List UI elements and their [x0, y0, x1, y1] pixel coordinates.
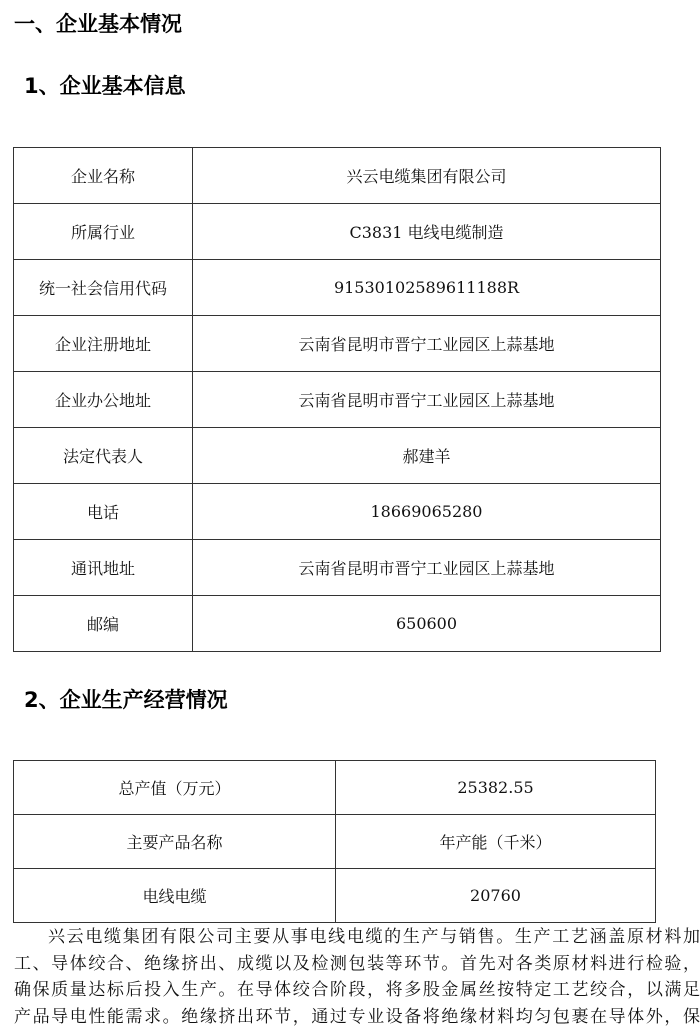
production-table — [13, 760, 656, 923]
row-label: 通讯地址 — [14, 540, 193, 596]
table-row — [14, 372, 661, 428]
row-label: 所属行业 — [14, 204, 193, 260]
subsection-heading-basic-info: 1、企业基本信息 — [24, 70, 186, 100]
table-row — [14, 316, 661, 372]
row-value: 云南省昆明市晋宁工业园区上蒜基地 — [193, 372, 661, 428]
row-label: 企业办公地址 — [14, 372, 193, 428]
table-row — [14, 148, 661, 204]
table-row — [14, 869, 656, 923]
row-label: 企业名称 — [14, 148, 193, 204]
table-row — [14, 428, 661, 484]
paragraph-line: 确保质量达标后投入生产。在导体绞合阶段，将多股金属丝按特定工艺绞合，以满足 — [14, 977, 700, 1004]
subsection-heading-production: 2、企业生产经营情况 — [24, 684, 228, 714]
row-label: 统一社会信用代码 — [14, 260, 193, 316]
row-label: 邮编 — [14, 596, 193, 652]
row-value: 91530102589611188R — [193, 260, 661, 316]
basic-info-table — [13, 147, 661, 652]
table-row — [14, 540, 661, 596]
row-value: 云南省昆明市晋宁工业园区上蒜基地 — [193, 316, 661, 372]
paragraph-line: 工、导体绞合、绝缘挤出、成缆以及检测包装等环节。首先对各类原材料进行检验， — [14, 951, 700, 978]
section-heading: 一、企业基本情况 — [14, 8, 182, 38]
table-row — [14, 484, 661, 540]
row-value: 25382.55 — [336, 761, 656, 815]
row-label: 电线电缆 — [14, 869, 336, 923]
row-label: 法定代表人 — [14, 428, 193, 484]
table-row — [14, 204, 661, 260]
row-value: 郝建羊 — [193, 428, 661, 484]
description-paragraph — [14, 924, 700, 1030]
row-value: 云南省昆明市晋宁工业园区上蒜基地 — [193, 540, 661, 596]
row-value: 年产能（千米） — [336, 815, 656, 869]
table-row — [14, 761, 656, 815]
table-row — [14, 596, 661, 652]
row-value: 20760 — [336, 869, 656, 923]
row-value: 650600 — [193, 596, 661, 652]
paragraph-line: 兴云电缆集团有限公司主要从事电线电缆的生产与销售。生产工艺涵盖原材料加 — [14, 924, 700, 951]
row-value: 18669065280 — [193, 484, 661, 540]
row-label: 电话 — [14, 484, 193, 540]
row-value: C3831 电线电缆制造 — [193, 204, 661, 260]
table-row — [14, 260, 661, 316]
paragraph-line: 产品导电性能需求。绝缘挤出环节，通过专业设备将绝缘材料均匀包裹在导体外，保 — [14, 1004, 700, 1030]
table-row — [14, 815, 656, 869]
row-value: 兴云电缆集团有限公司 — [193, 148, 661, 204]
row-label: 主要产品名称 — [14, 815, 336, 869]
row-label: 总产值（万元） — [14, 761, 336, 815]
row-label: 企业注册地址 — [14, 316, 193, 372]
